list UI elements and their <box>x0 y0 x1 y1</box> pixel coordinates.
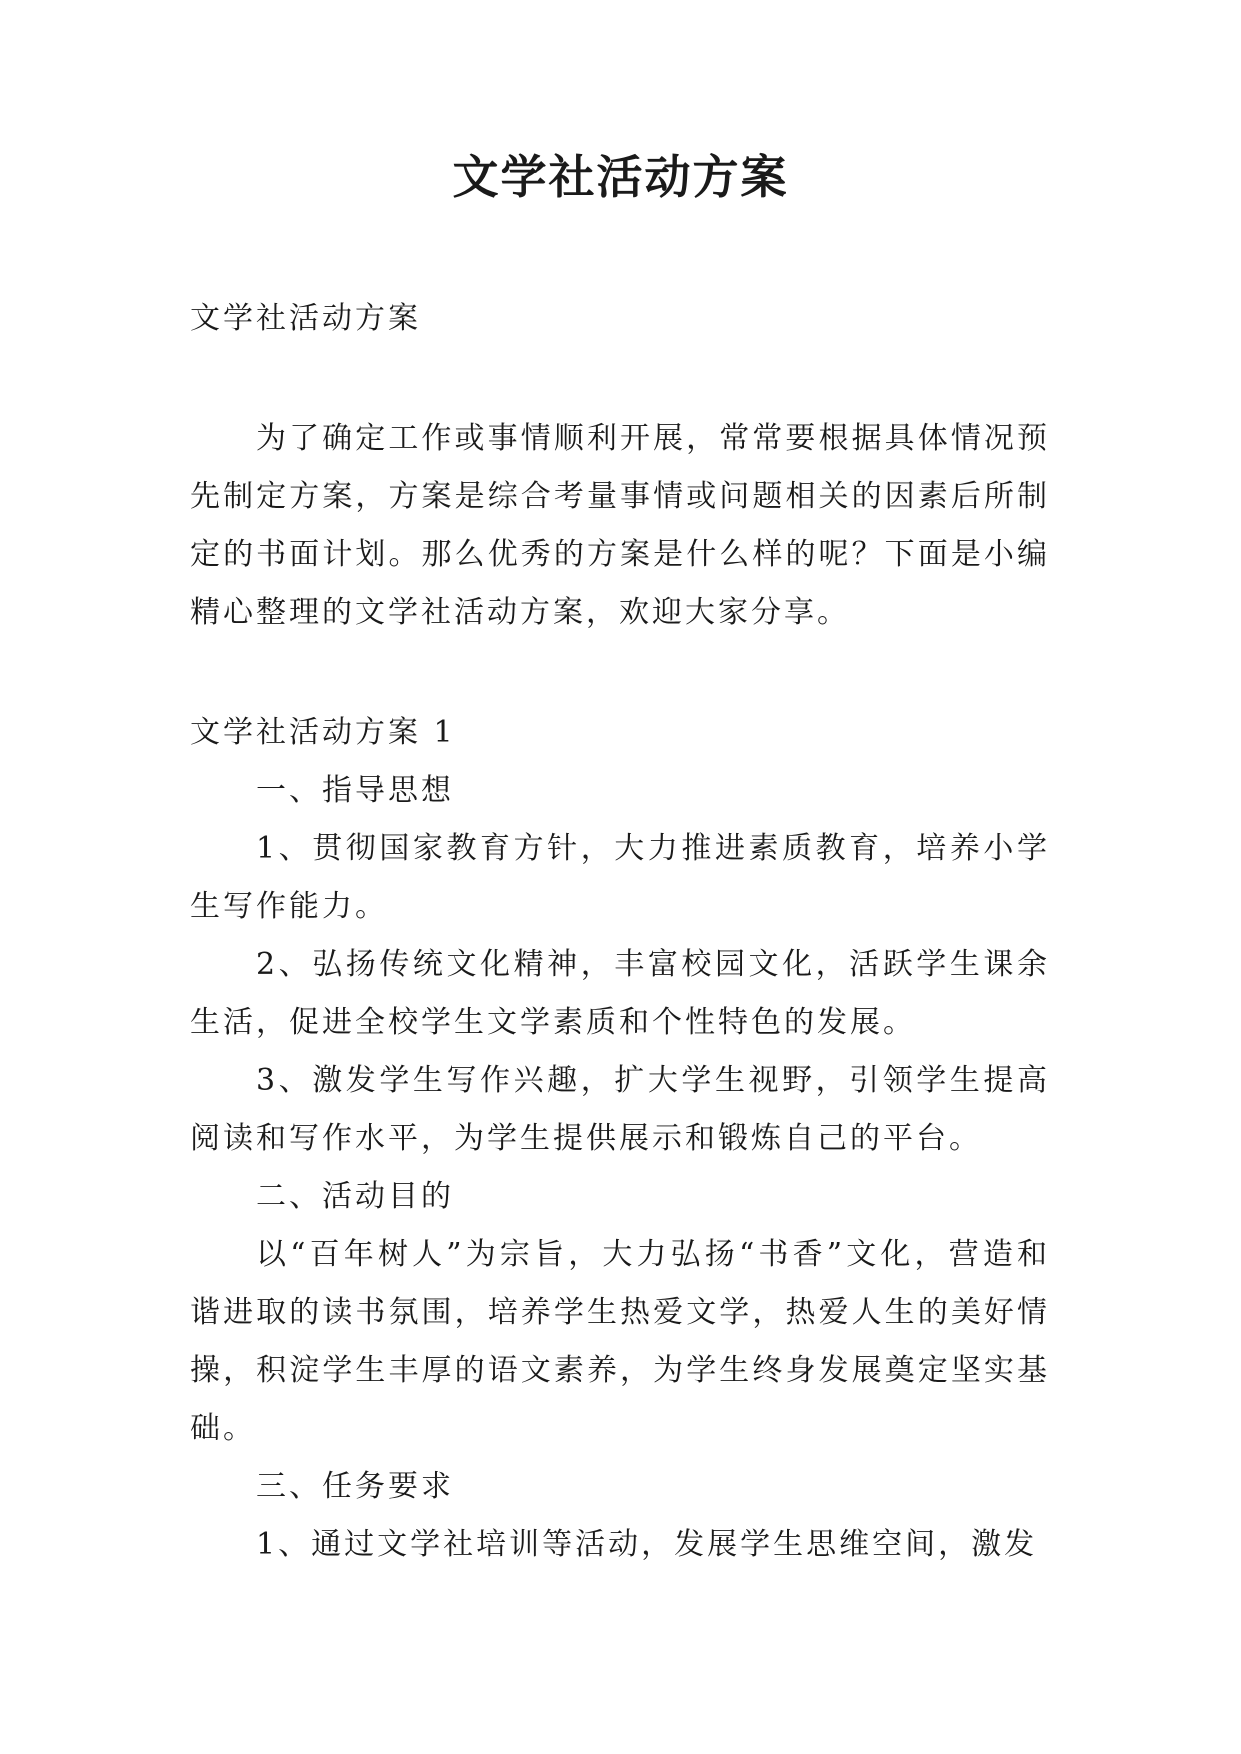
heading-task-requirements: 三、任务要求 <box>256 1469 454 1504</box>
document-title: 文学社活动方案 <box>452 150 789 204</box>
document-subtitle: 文学社活动方案 <box>190 301 421 336</box>
list-item: 1、贯彻国家教育方针，大力推进素质教育，培养小学生写作能力。 <box>190 831 1050 924</box>
document-body <box>190 290 1050 1574</box>
intro-paragraph: 为了确定工作或事情顺利开展，常常要根据具体情况预先制定方案，方案是综合考量事情或问题相关的因素后所制定的书面计划。那么优秀的方案是什么样的呢？下面是小编精心整理的文学社活动方案，欢迎大家分享。 <box>190 421 1050 630</box>
heading-activity-purpose: 二、活动目的 <box>256 1179 454 1214</box>
section-title: 文学社活动方案 1 <box>190 715 456 750</box>
heading-guiding-ideology: 一、指导思想 <box>256 773 454 808</box>
list-item: 2、弘扬传统文化精神，丰富校园文化，活跃学生课余生活，促进全校学生文学素质和个性特色的发展。 <box>190 947 1050 1040</box>
body-paragraph: 以“百年树人”为宗旨，大力弘扬“书香”文化，营造和谐进取的读书氛围，培养学生热爱文学，热爱人生的美好情操，积淀学生丰厚的语文素养，为学生终身发展奠定坚实基础。 <box>190 1237 1050 1446</box>
list-item: 3、激发学生写作兴趣，扩大学生视野，引领学生提高阅读和写作水平，为学生提供展示和锻炼自己的平台。 <box>190 1063 1050 1156</box>
list-item: 1、通过文学社培训等活动，发展学生思维空间，激发 <box>256 1527 1038 1562</box>
